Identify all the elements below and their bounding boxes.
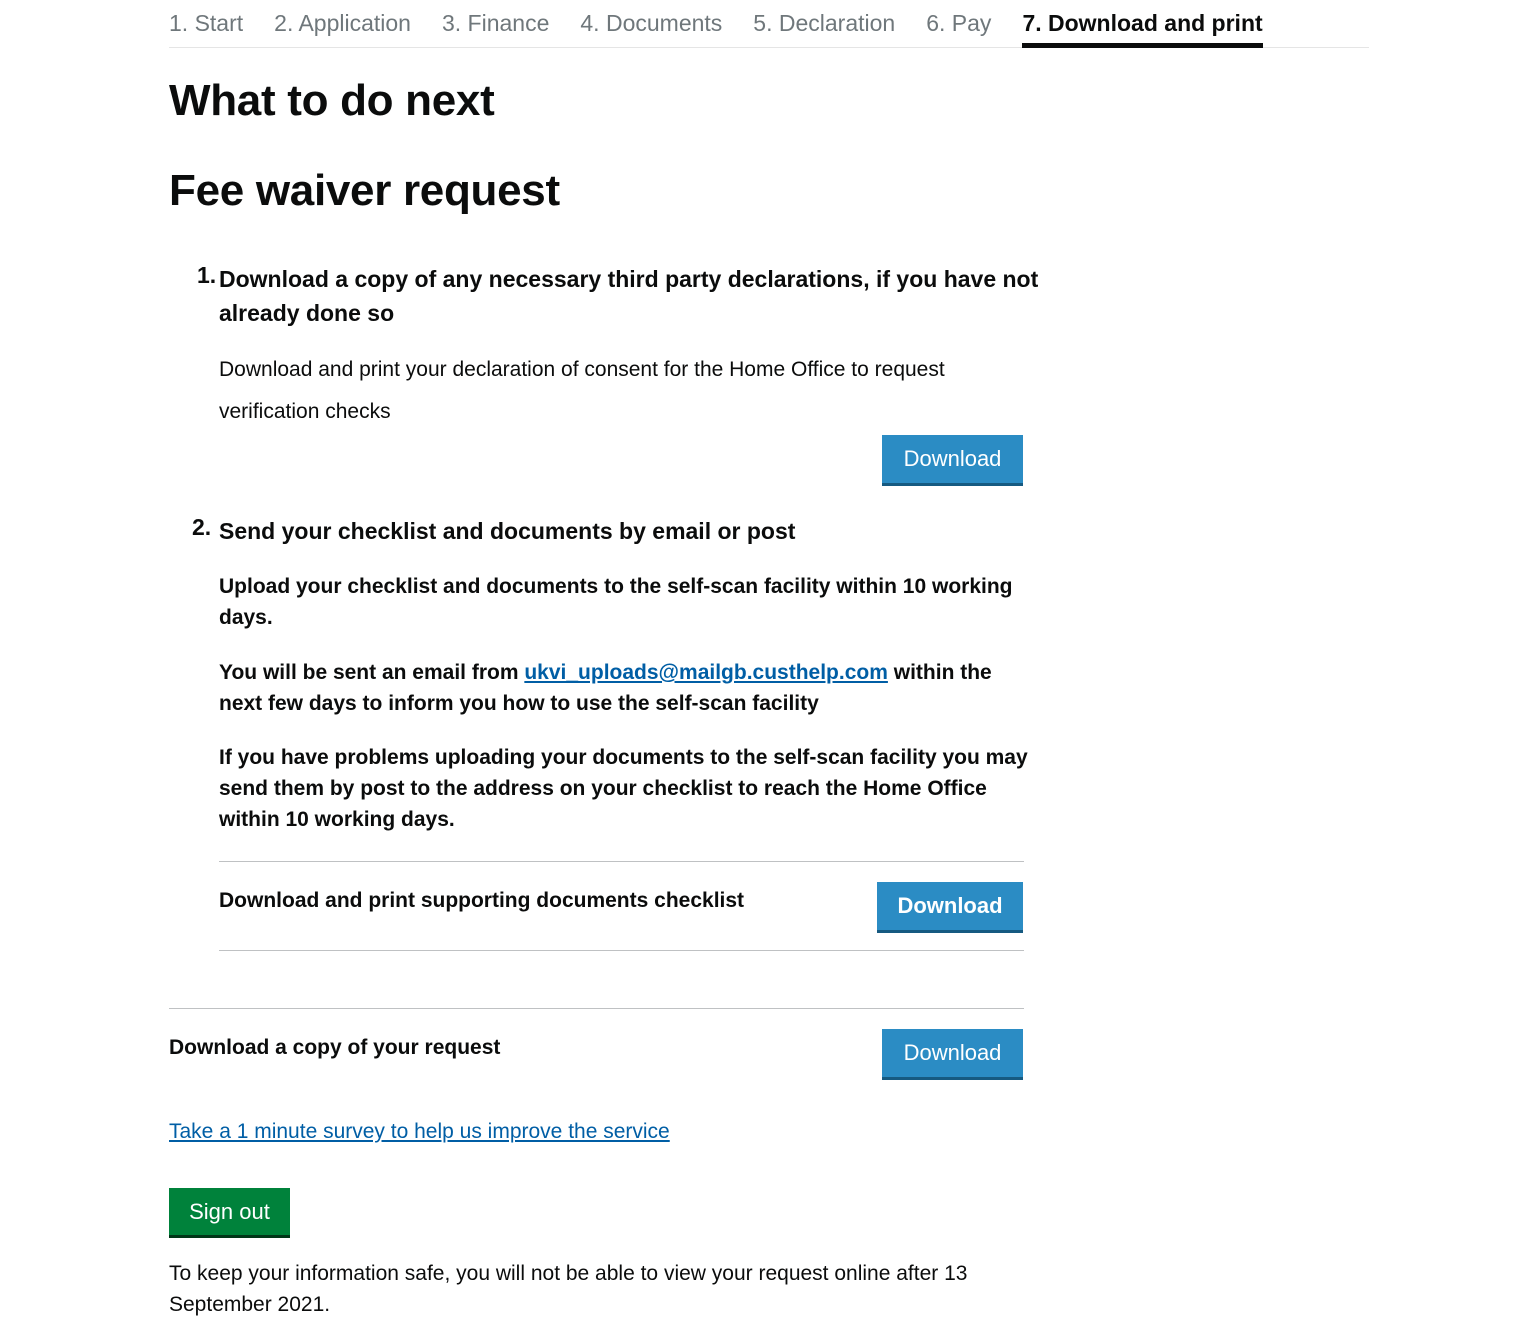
step-download-and-print[interactable]: 7. Download and print [1022, 0, 1262, 48]
page-title: What to do next [169, 76, 495, 125]
item1-text: Download and print your declaration of consent for the Home Office to request verification checks [219, 358, 945, 423]
step-start[interactable]: 1. Start [169, 10, 244, 36]
item2-upload-instructions: Upload your checklist and documents to the self-scan facility within 10 working days. [219, 575, 1013, 629]
download-declaration-button[interactable]: Download [882, 435, 1023, 486]
checklist-label: Download and print supporting documents checklist [219, 889, 745, 912]
survey-link[interactable]: Take a 1 minute survey to help us improve the service [169, 1120, 670, 1143]
divider [219, 950, 1024, 951]
item2-email-info [219, 657, 1039, 719]
item2-number: 2. [192, 514, 212, 540]
step-pay[interactable]: 6. Pay [926, 10, 992, 36]
step-finance[interactable]: 3. Finance [441, 10, 550, 36]
divider [169, 1008, 1024, 1009]
step-declaration[interactable]: 5. Declaration [753, 10, 896, 36]
item2-heading: Send your checklist and documents by email or post [219, 518, 796, 544]
step-application[interactable]: 2. Application [274, 10, 411, 36]
sign-out-button[interactable]: Sign out [169, 1188, 290, 1238]
footnote: To keep your information safe, you will not be able to view your request online after 13 September 2021. [169, 1262, 968, 1316]
email-info-before: You will be sent an email from [219, 661, 525, 684]
step-documents[interactable]: 4. Documents [580, 10, 723, 36]
request-copy-label: Download a copy of your request [169, 1036, 501, 1059]
email-info-after: within the next few days to inform you how to use the self-scan facility [219, 661, 992, 715]
download-checklist-button[interactable]: Download [877, 882, 1023, 933]
divider [219, 861, 1024, 862]
item1-number: 1. [197, 262, 217, 288]
upload-email-link[interactable]: ukvi_uploads@mailgb.custhelp.com [524, 661, 888, 684]
item1-heading: Download a copy of any necessary third party declarations, if you have not already done so [219, 266, 1039, 326]
main-content [169, 0, 1369, 1316]
section-title: Fee waiver request [169, 166, 560, 215]
download-request-button[interactable]: Download [882, 1029, 1023, 1080]
progress-steps [169, 0, 1369, 48]
item2-post-info: If you have problems uploading your documents to the self-scan facility you may send them by post to the address on your checklist to reach the Home Office within 10 working days. [219, 746, 1028, 831]
